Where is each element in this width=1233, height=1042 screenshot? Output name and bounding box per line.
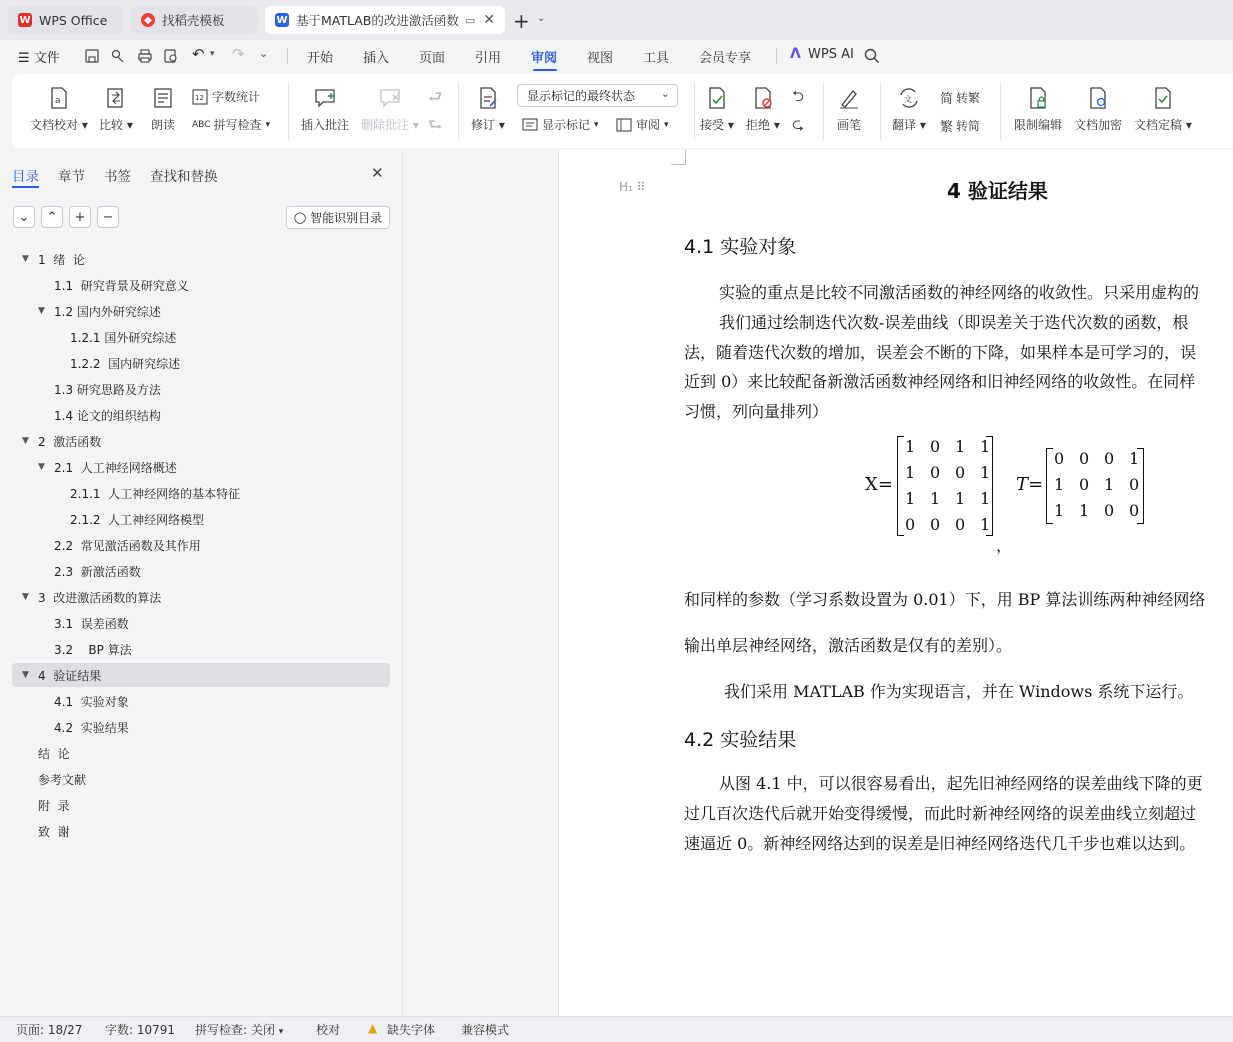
paragraph-line: 从图 4.1 中，可以很容易看出，起先旧神经网络的误差曲线下降的更 bbox=[719, 774, 1203, 793]
toc-item-label: 2.2 常见激活函数及其作用 bbox=[54, 538, 201, 553]
divider bbox=[287, 48, 288, 64]
show-markup-button[interactable]: 显示标记 ▾ bbox=[522, 116, 599, 133]
word-count-indicator[interactable]: 字数: 10791 bbox=[105, 1023, 176, 1037]
word-count-button[interactable] bbox=[192, 88, 260, 105]
toc-item-label: 1.2 国内外研究综述 bbox=[54, 304, 161, 319]
matrix-cell: 1 bbox=[980, 463, 991, 482]
equals-sign: = bbox=[877, 474, 893, 495]
word-count-icon bbox=[192, 89, 208, 105]
matrix-cell: 0 bbox=[955, 463, 966, 482]
matrix-cell: 1 bbox=[905, 489, 916, 508]
paragraph-line: 我们通过绘制迭代次数-误差曲线（即误差关于迭代次数的函数，根 bbox=[719, 313, 1189, 332]
read-aloud-button[interactable] bbox=[151, 86, 175, 133]
file-menu-label: 文件 bbox=[33, 51, 60, 66]
nav-tab-indicator bbox=[12, 186, 39, 188]
tab-label: 找稻壳模板 bbox=[162, 13, 225, 28]
show-markup-icon bbox=[522, 117, 538, 133]
insert-comment-button[interactable] bbox=[301, 86, 349, 133]
toc-item-label: 1.1 研究背景及研究意义 bbox=[54, 278, 189, 293]
ribbon-separator bbox=[288, 82, 289, 140]
wps-logo-icon: W bbox=[19, 14, 31, 26]
toc-item-label: 1.3 研究思路及方法 bbox=[54, 382, 161, 397]
expand-all-button[interactable] bbox=[13, 206, 35, 228]
toc-item[interactable] bbox=[12, 559, 390, 583]
translate-button[interactable]: 文 翻译 ▾ bbox=[892, 86, 926, 133]
heading-handle-icon[interactable]: H₁ ⠿ bbox=[619, 180, 646, 194]
toc-item-label: 3.2 BP 算法 bbox=[54, 642, 132, 657]
toc-item[interactable] bbox=[12, 767, 390, 791]
toc-item[interactable] bbox=[12, 325, 390, 349]
proofread-status[interactable]: 校对 bbox=[316, 1023, 341, 1037]
svg-text:12: 12 bbox=[195, 93, 204, 102]
matrix-cell: 0 bbox=[1054, 449, 1065, 468]
delete-comment-label: 删除批注 bbox=[361, 118, 410, 132]
menu-wps-ai[interactable]: WPS AI bbox=[808, 47, 854, 62]
toc-item-label: 附 录 bbox=[38, 798, 70, 813]
doc-check-icon bbox=[47, 86, 71, 110]
share-icon[interactable] bbox=[110, 48, 126, 64]
matrix-t-bracket bbox=[1046, 448, 1144, 524]
matrix-t-label bbox=[1016, 474, 1043, 495]
toc-item[interactable] bbox=[12, 299, 390, 323]
to-traditional-label: 转繁 bbox=[956, 91, 981, 105]
equals-sign: = bbox=[1028, 474, 1044, 495]
toc-item[interactable] bbox=[12, 455, 390, 479]
status-bar bbox=[0, 1016, 1233, 1042]
review-pane-label: 审阅 bbox=[636, 118, 661, 132]
matrix-cell: 0 bbox=[1129, 475, 1140, 494]
menu-view[interactable]: 视图 bbox=[587, 51, 614, 66]
toc-item[interactable] bbox=[12, 247, 390, 271]
tab-wps-office[interactable] bbox=[8, 6, 123, 34]
chapter-title: 4 验证结果 bbox=[947, 179, 1048, 203]
document-page[interactable] bbox=[558, 150, 1233, 1016]
read-aloud-label: 朗读 bbox=[151, 118, 176, 132]
word-doc-icon: W bbox=[276, 14, 288, 26]
delete-comment-icon bbox=[378, 86, 402, 110]
toc-item[interactable] bbox=[12, 585, 390, 609]
toc-item-label: 3.1 误差函数 bbox=[54, 616, 129, 631]
spell-check-status-label: 拼写检查: 关闭 bbox=[195, 1023, 275, 1037]
svg-text:a: a bbox=[54, 96, 61, 106]
chevron-up-icon: ⌃ bbox=[46, 209, 58, 225]
doc-check-label: 文档校对 bbox=[30, 118, 79, 132]
insert-comment-label: 插入批注 bbox=[301, 118, 350, 132]
ribbon-toolbar bbox=[12, 74, 1233, 148]
toc-item[interactable] bbox=[12, 819, 390, 843]
file-menu[interactable]: ☰ 文件 bbox=[18, 51, 60, 66]
close-pane-icon[interactable]: ✕ bbox=[371, 164, 384, 182]
matrix-x-label bbox=[865, 474, 893, 495]
warning-icon: ▲ bbox=[368, 1021, 378, 1035]
matrix-cell: 0 bbox=[955, 515, 966, 534]
matrix-x-bracket bbox=[897, 436, 993, 536]
toc-item-label: 4 验证结果 bbox=[38, 668, 102, 683]
spell-check-status[interactable]: 拼写检查: 关闭 ▾ bbox=[195, 1023, 284, 1037]
toc-item[interactable] bbox=[12, 403, 390, 427]
page-indicator[interactable]: 页面: 18/27 bbox=[16, 1023, 83, 1037]
matrix-cell: 0 bbox=[1079, 449, 1090, 468]
toc-item[interactable] bbox=[12, 429, 390, 453]
track-changes-button[interactable]: 修订 ▾ bbox=[471, 86, 505, 133]
read-aloud-icon bbox=[151, 86, 175, 110]
navigation-pane bbox=[0, 150, 403, 1016]
chevron-down-icon: ⌄ bbox=[660, 87, 670, 100]
paragraph: 输出单层神经网络，激活函数是仅有的差别）。 bbox=[684, 636, 1013, 655]
paragraph-line: 速逼近 0。新神经网络达到的误差是旧神经网络迭代几千步也难以达到。 bbox=[684, 834, 1196, 853]
reject-button[interactable]: 拒绝 ▾ bbox=[746, 86, 780, 133]
matrix-cell: 0 bbox=[930, 437, 941, 456]
translate-icon bbox=[897, 86, 921, 110]
print-preview-icon[interactable] bbox=[163, 48, 179, 64]
toc-item-label: 2.1.1 人工神经网络的基本特征 bbox=[70, 486, 241, 501]
finalize-button[interactable]: 文档定稿 ▾ bbox=[1134, 86, 1192, 133]
spell-check-label: 拼写检查 bbox=[213, 118, 262, 132]
nav-tab-find-replace[interactable]: 查找和替换 bbox=[150, 169, 218, 185]
close-tab-icon[interactable]: ✕ bbox=[483, 12, 495, 28]
toc-item[interactable] bbox=[12, 377, 390, 401]
toc-item[interactable] bbox=[12, 507, 390, 531]
matrix-cell: 0 bbox=[1079, 475, 1090, 494]
finalize-label: 文档定稿 bbox=[1134, 118, 1183, 132]
tab-bar bbox=[0, 0, 1233, 40]
more-chevron-icon[interactable]: ⌄ bbox=[259, 47, 269, 60]
show-markup-label: 显示标记 bbox=[542, 118, 591, 132]
menu-references[interactable]: 引用 bbox=[475, 51, 502, 66]
nav-tab-bookmarks[interactable]: 书签 bbox=[104, 169, 131, 185]
matrix-cell: 1 bbox=[930, 489, 941, 508]
matrix-cell: 1 bbox=[1104, 475, 1115, 494]
matrix-cell: 0 bbox=[930, 515, 941, 534]
ribbon-separator bbox=[1000, 82, 1001, 140]
toc-item-label: 1.2.1 国外研究综述 bbox=[70, 330, 177, 345]
section-title-4-1: 4.1 实验对象 bbox=[684, 236, 797, 258]
docer-icon: ◆ bbox=[141, 13, 155, 27]
restrict-edit-button[interactable] bbox=[1014, 86, 1062, 133]
chevron-down-icon: ⌄ bbox=[18, 209, 30, 225]
margin-corner-mark bbox=[671, 150, 686, 165]
wps-ai-icon[interactable]: ᐱ bbox=[790, 46, 801, 62]
to-traditional-button[interactable] bbox=[940, 88, 980, 107]
matrix-cell: 1 bbox=[955, 489, 966, 508]
menu-review[interactable]: 审阅 bbox=[531, 51, 558, 66]
accept-label: 接受 bbox=[700, 118, 725, 132]
undo-icon[interactable]: ↶ bbox=[192, 45, 205, 63]
matrix-cell: 1 bbox=[980, 489, 991, 508]
divider bbox=[776, 48, 777, 64]
brush-button[interactable] bbox=[837, 86, 861, 133]
expand-triangle-icon[interactable]: ▼ bbox=[38, 306, 45, 316]
toc-item-label: 致 谢 bbox=[38, 824, 70, 839]
monitor-icon: ▭ bbox=[464, 13, 476, 27]
toc-item-label: 2.1.2 人工神经网络模型 bbox=[70, 512, 205, 527]
toc-item[interactable] bbox=[12, 663, 390, 687]
toc-item-label: 2.1 人工神经网络概述 bbox=[54, 460, 177, 475]
compare-icon bbox=[104, 86, 128, 110]
ribbon-separator bbox=[823, 82, 824, 140]
toc-item-label: 3 改进激活函数的算法 bbox=[38, 590, 162, 605]
prev-comment-icon: ⮐ bbox=[428, 87, 443, 106]
paragraph-line: 过几百次迭代后就开始变得缓慢，而此时新神经网络的误差曲线立刻超过 bbox=[684, 804, 1197, 823]
matrix-cell: 1 bbox=[955, 437, 966, 456]
smart-toc-button[interactable] bbox=[286, 206, 390, 229]
spell-check-button[interactable]: ABC 拼写检查 ▾ bbox=[192, 118, 271, 132]
brush-label: 画笔 bbox=[837, 118, 862, 132]
toc-item-label: 4.1 实验对象 bbox=[54, 694, 129, 709]
encrypt-button[interactable] bbox=[1074, 86, 1122, 133]
plus-icon: + bbox=[74, 209, 86, 225]
undo-dropdown-icon[interactable]: ▾ bbox=[210, 49, 215, 59]
matrix-cell: 1 bbox=[1054, 501, 1065, 520]
doc-check-button[interactable]: a 文档校对 ▾ bbox=[30, 86, 88, 133]
toc-item[interactable] bbox=[12, 689, 390, 713]
insert-comment-icon bbox=[313, 86, 337, 110]
toc-item[interactable] bbox=[12, 351, 390, 375]
reject-icon bbox=[751, 86, 775, 110]
toc-item[interactable] bbox=[12, 611, 390, 635]
toc-item-label: 1.4 论文的组织结构 bbox=[54, 408, 161, 423]
redo-icon: ↷ bbox=[232, 45, 245, 63]
to-simplified-button[interactable] bbox=[940, 116, 980, 135]
menu-bar bbox=[0, 40, 1233, 72]
toc-item[interactable] bbox=[12, 637, 390, 661]
review-pane-button[interactable]: 审阅 ▾ bbox=[616, 116, 669, 133]
translate-label: 翻译 bbox=[892, 118, 917, 132]
matrix-x-symbol: X bbox=[865, 474, 878, 495]
word-count-label: 字数统计 bbox=[212, 90, 261, 104]
tab-label: 基于MATLAB的改进激活函数 bbox=[295, 13, 459, 28]
toc-item-label: 2.3 新激活函数 bbox=[54, 564, 141, 579]
new-tab-icon[interactable]: + bbox=[513, 9, 530, 33]
compare-button[interactable]: 比较 ▾ bbox=[99, 86, 133, 133]
traditional-icon: 简 bbox=[940, 92, 954, 107]
next-comment-icon: ⮑ bbox=[428, 115, 443, 134]
print-icon[interactable] bbox=[137, 48, 153, 64]
matrix-cell: 1 bbox=[905, 437, 916, 456]
toc-item-label: 1 绪 论 bbox=[38, 252, 85, 267]
lock-doc-icon bbox=[1026, 86, 1050, 110]
matrix-cell: 0 bbox=[1129, 501, 1140, 520]
menu-tools[interactable]: 工具 bbox=[643, 51, 670, 66]
ribbon-separator bbox=[694, 82, 695, 140]
search-icon[interactable] bbox=[864, 48, 880, 64]
compare-label: 比较 bbox=[99, 118, 124, 132]
compat-mode-status[interactable]: 兼容模式 bbox=[461, 1023, 510, 1037]
active-menu-indicator bbox=[533, 69, 557, 71]
menu-page[interactable]: 页面 bbox=[419, 51, 446, 66]
matrix-cell: 1 bbox=[980, 515, 991, 534]
accept-icon bbox=[705, 86, 729, 110]
next-change-icon[interactable]: ⮎ bbox=[792, 115, 805, 133]
add-level-button[interactable] bbox=[69, 206, 91, 228]
nav-tab-toc[interactable]: 目录 bbox=[12, 169, 39, 185]
matrix-cell: 1 bbox=[1129, 449, 1140, 468]
matrix-cell: 0 bbox=[930, 463, 941, 482]
encrypt-label: 文档加密 bbox=[1074, 118, 1123, 132]
save-icon[interactable] bbox=[84, 48, 100, 64]
toc-item[interactable] bbox=[12, 741, 390, 765]
prev-change-icon[interactable]: ⮌ bbox=[792, 87, 805, 105]
to-simplified-label: 转简 bbox=[956, 119, 981, 133]
accept-button[interactable]: 接受 ▾ bbox=[700, 86, 734, 133]
matrix-cell: 0 bbox=[1104, 501, 1115, 520]
simplified-icon: 繁 bbox=[940, 120, 954, 135]
pen-icon bbox=[837, 86, 861, 110]
paragraph-line: 法，随着迭代次数的增加，误差会不断的下降，如果样本是可学习的，误 bbox=[684, 343, 1197, 362]
paragraph-line: 习惯，列向量排列） bbox=[684, 402, 829, 421]
svg-text:文: 文 bbox=[903, 95, 912, 104]
delete-comment-button: 删除批注 ▾ bbox=[361, 86, 419, 133]
matrix-cell: 0 bbox=[1104, 449, 1115, 468]
matrix-cell: 1 bbox=[980, 437, 991, 456]
chevron-down-icon[interactable]: ⌄ bbox=[537, 13, 546, 24]
expand-triangle-icon[interactable]: ▼ bbox=[22, 436, 29, 446]
toc-item[interactable] bbox=[12, 533, 390, 557]
page-margin-area bbox=[403, 150, 558, 1016]
spell-check-icon: ABC bbox=[192, 119, 211, 130]
expand-triangle-icon[interactable]: ▼ bbox=[22, 254, 29, 264]
toc-item-label: 2 激活函数 bbox=[38, 434, 102, 449]
ribbon-separator bbox=[880, 82, 881, 140]
restrict-edit-label: 限制编辑 bbox=[1014, 118, 1063, 132]
toc-item-label: 结 论 bbox=[38, 746, 70, 761]
paragraph: 我们采用 MATLAB 作为实现语言，并在 Windows 系统下运行。 bbox=[724, 682, 1194, 701]
toc-item-label: 1.2.2 国内研究综述 bbox=[70, 356, 181, 371]
expand-triangle-icon[interactable]: ▼ bbox=[22, 670, 29, 680]
expand-triangle-icon[interactable]: ▼ bbox=[38, 462, 45, 472]
collapse-all-button[interactable] bbox=[41, 206, 63, 228]
comma: ， bbox=[996, 536, 1013, 555]
markup-select[interactable] bbox=[517, 84, 678, 107]
matrix-cell: 0 bbox=[905, 515, 916, 534]
paragraph: 和同样的参数（学习系数设置为 0.01）下，用 BP 算法训练两种神经网络 bbox=[684, 590, 1206, 609]
paragraph-line: 近到 0）来比较配备新激活函数神经网络和旧神经网络的收敛性。在同样 bbox=[684, 372, 1196, 391]
track-changes-icon bbox=[476, 86, 500, 110]
matrix-cell: 1 bbox=[905, 463, 916, 482]
tab-document[interactable] bbox=[265, 6, 505, 34]
matrix-t-symbol: T bbox=[1016, 474, 1029, 495]
finalize-icon bbox=[1151, 86, 1175, 110]
track-changes-label: 修订 bbox=[471, 118, 496, 132]
encrypt-icon bbox=[1086, 86, 1110, 110]
toc-item[interactable] bbox=[12, 273, 390, 297]
menu-member[interactable]: 会员专享 bbox=[699, 51, 752, 66]
nav-tab-chapters[interactable]: 章节 bbox=[58, 169, 85, 185]
menu-insert[interactable]: 插入 bbox=[363, 51, 390, 66]
markup-select-value: 显示标记的最终状态 bbox=[527, 89, 636, 103]
toc-item[interactable] bbox=[12, 793, 390, 817]
section-title-4-2: 4.2 实验结果 bbox=[684, 729, 797, 751]
missing-font-status[interactable]: 缺失字体 bbox=[387, 1023, 436, 1037]
minus-icon: − bbox=[102, 209, 114, 225]
remove-level-button[interactable] bbox=[97, 206, 119, 228]
smart-toc-label: 智能识别目录 bbox=[310, 211, 383, 225]
smart-recognize-icon: ◯ bbox=[293, 211, 307, 224]
toc-item[interactable] bbox=[12, 481, 390, 505]
menu-home[interactable]: 开始 bbox=[307, 51, 334, 66]
ribbon-separator bbox=[458, 82, 459, 140]
matrix-cell: 1 bbox=[1079, 501, 1090, 520]
toc-item[interactable] bbox=[12, 715, 390, 739]
matrix-cell: 1 bbox=[1054, 475, 1065, 494]
review-pane-icon bbox=[616, 117, 632, 133]
paragraph: 实验的重点是比较不同激活函数的神经网络的收敛性。只采用虚构的 bbox=[719, 283, 1200, 302]
tab-label: WPS Office bbox=[39, 12, 108, 28]
toc-item-label: 参考文献 bbox=[38, 772, 87, 787]
tab-template[interactable] bbox=[131, 6, 258, 34]
expand-triangle-icon[interactable]: ▼ bbox=[22, 592, 29, 602]
toc-item-label: 4.2 实验结果 bbox=[54, 720, 129, 735]
reject-label: 拒绝 bbox=[746, 118, 771, 132]
